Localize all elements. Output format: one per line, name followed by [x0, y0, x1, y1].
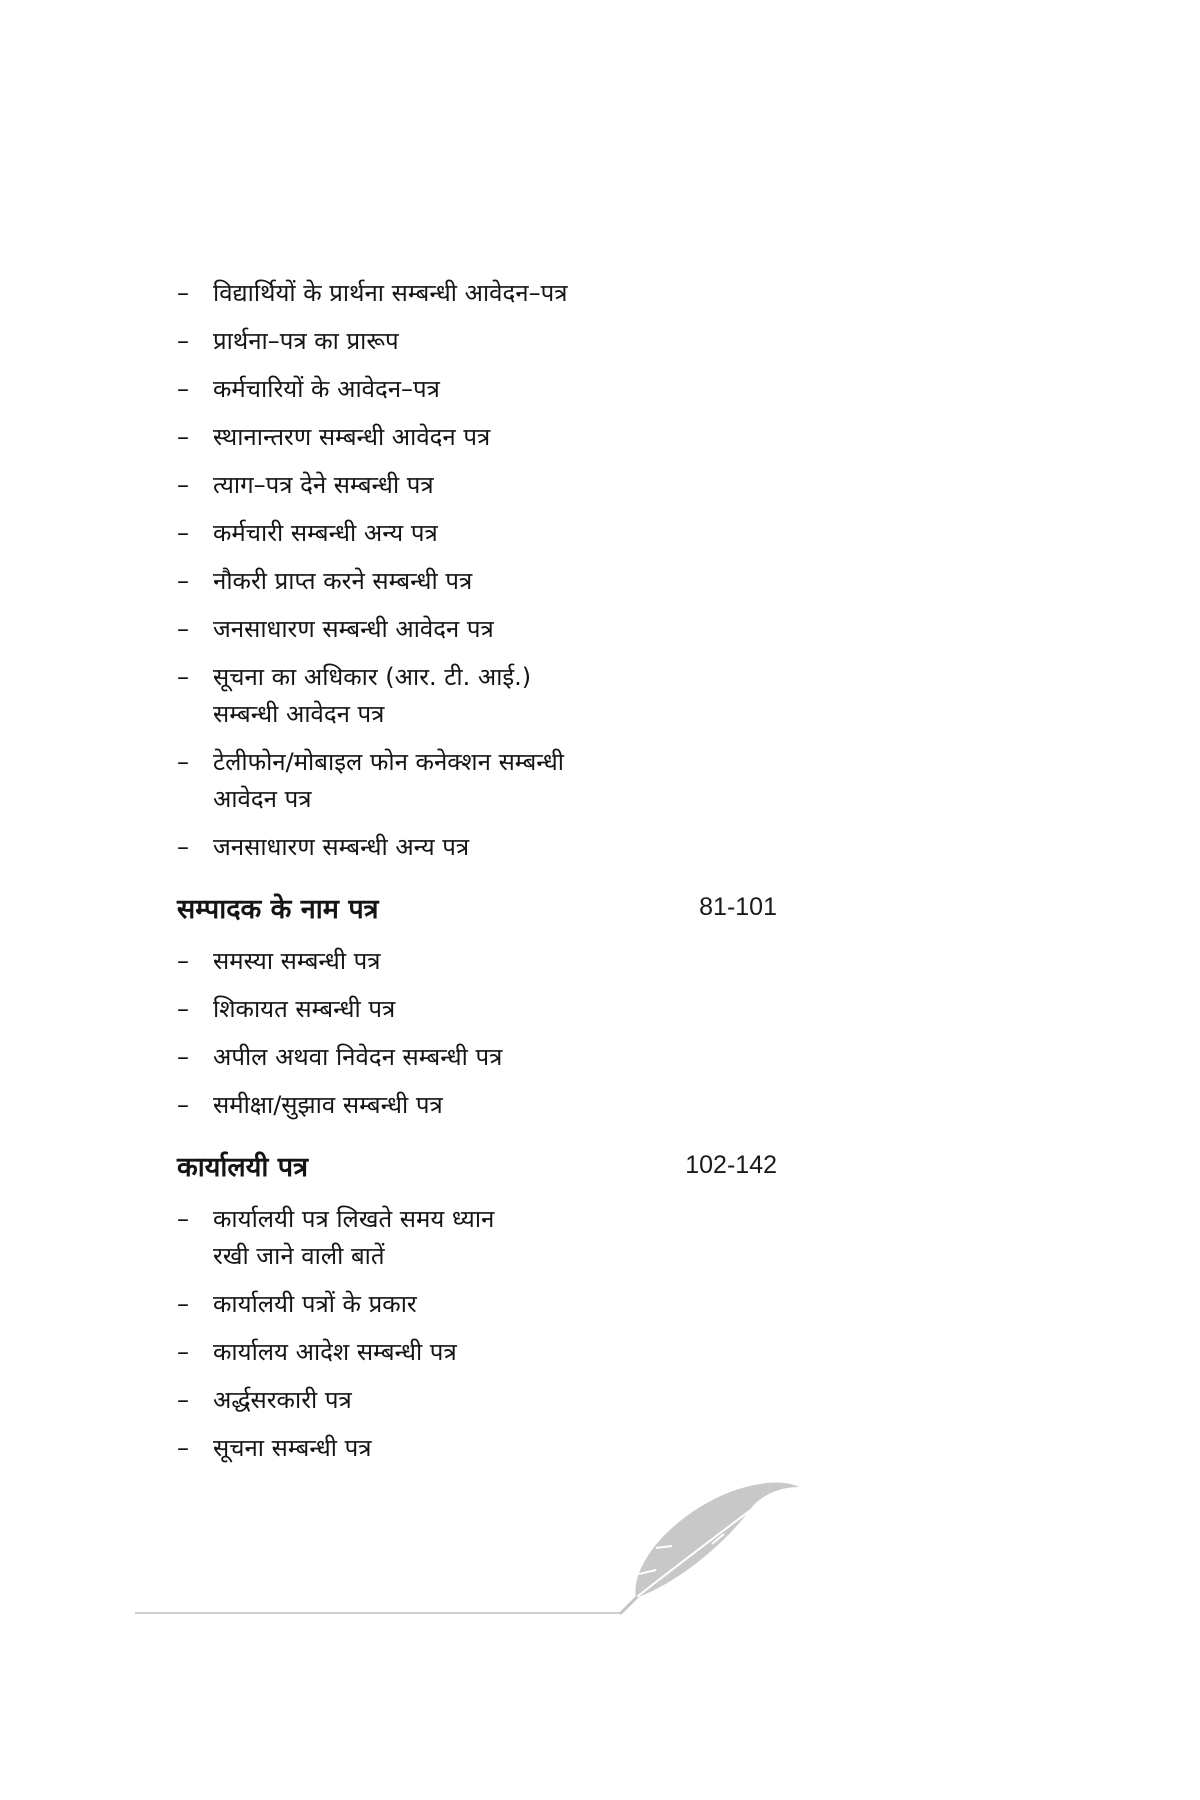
page-range: 81-101	[699, 892, 777, 921]
section-title: कार्यालयी पत्र	[177, 1151, 308, 1183]
toc-content	[177, 275, 777, 1478]
bullet-dash: –	[177, 1290, 189, 1318]
bullet-dash: –	[177, 1043, 189, 1071]
toc-item-text: विद्यार्थियों के प्रार्थना सम्बन्धी आवेदन–पत्र	[213, 279, 568, 307]
toc-item-text: नौकरी प्राप्त करने सम्बन्धी पत्र	[213, 567, 473, 595]
toc-item	[177, 1039, 777, 1076]
bullet-dash: –	[177, 833, 189, 861]
bullet-dash: –	[177, 1434, 189, 1462]
bullet-dash: –	[177, 471, 189, 499]
toc-item	[177, 1286, 777, 1323]
toc-item	[177, 659, 777, 733]
toc-item-text: कर्मचारी सम्बन्धी अन्य पत्र	[213, 519, 438, 547]
toc-item-text: अर्द्धसरकारी पत्र	[213, 1386, 352, 1414]
toc-item-text: कार्यालयी पत्र लिखते समय ध्यान	[213, 1205, 495, 1233]
page-range: 102-142	[685, 1150, 777, 1179]
bullet-dash: –	[177, 423, 189, 451]
toc-item	[177, 323, 777, 360]
toc-item-text: टेलीफोन/मोबाइल फोन कनेक्शन सम्बन्धी	[213, 748, 564, 776]
bullet-dash: –	[177, 1386, 189, 1414]
toc-item	[177, 275, 777, 312]
toc-item-text: शिकायत सम्बन्धी पत्र	[213, 995, 396, 1023]
toc-item-text-continued: रखी जाने वाली बातें	[213, 1242, 385, 1270]
toc-item-text: कार्यालयी पत्रों के प्रकार	[213, 1290, 417, 1318]
toc-section-editor-letters	[177, 887, 777, 1124]
toc-item-text: जनसाधारण सम्बन्धी अन्य पत्र	[213, 833, 470, 861]
toc-section-applications	[177, 275, 777, 866]
toc-item	[177, 744, 777, 818]
toc-item	[177, 943, 777, 980]
toc-item	[177, 419, 777, 456]
toc-item-text: अपील अथवा निवेदन सम्बन्धी पत्र	[213, 1043, 503, 1071]
toc-list	[177, 1201, 777, 1467]
bullet-dash: –	[177, 1091, 189, 1119]
toc-item	[177, 1334, 777, 1371]
bullet-dash: –	[177, 279, 189, 307]
bullet-dash: –	[177, 1205, 189, 1233]
toc-item-text: सूचना सम्बन्धी पत्र	[213, 1434, 372, 1462]
bullet-dash: –	[177, 748, 189, 776]
toc-item-text: कर्मचारियों के आवेदन–पत्र	[213, 375, 440, 403]
toc-item	[177, 371, 777, 408]
bullet-dash: –	[177, 519, 189, 547]
toc-item-text: जनसाधारण सम्बन्धी आवेदन पत्र	[213, 615, 494, 643]
toc-item	[177, 1087, 777, 1124]
toc-item-text: प्रार्थना–पत्र का प्रारूप	[213, 327, 399, 355]
toc-item	[177, 991, 777, 1028]
bullet-dash: –	[177, 995, 189, 1023]
toc-list	[177, 943, 777, 1124]
section-heading	[177, 887, 777, 927]
toc-item	[177, 1201, 777, 1275]
toc-item	[177, 563, 777, 600]
section-title: सम्पादक के नाम पत्र	[177, 893, 379, 925]
toc-section-official-letters	[177, 1145, 777, 1467]
toc-item-text: समीक्षा/सुझाव सम्बन्धी पत्र	[213, 1091, 443, 1119]
footer-rule	[135, 1612, 622, 1614]
toc-item-text-continued: आवेदन पत्र	[213, 785, 312, 813]
toc-item-text: त्याग–पत्र देने सम्बन्धी पत्र	[213, 471, 434, 499]
toc-item	[177, 1430, 777, 1467]
bullet-dash: –	[177, 567, 189, 595]
toc-list	[177, 275, 777, 866]
bullet-dash: –	[177, 615, 189, 643]
toc-item-text: कार्यालय आदेश सम्बन्धी पत्र	[213, 1338, 457, 1366]
toc-item	[177, 611, 777, 648]
toc-item	[177, 515, 777, 552]
toc-item-text: समस्या सम्बन्धी पत्र	[213, 947, 381, 975]
toc-item-text: सूचना का अधिकार (आर. टी. आई.)	[213, 663, 532, 691]
toc-item	[177, 829, 777, 866]
bullet-dash: –	[177, 947, 189, 975]
toc-item	[177, 467, 777, 504]
bullet-dash: –	[177, 327, 189, 355]
section-heading	[177, 1145, 777, 1185]
toc-item	[177, 1382, 777, 1419]
bullet-dash: –	[177, 1338, 189, 1366]
toc-item-text: स्थानान्तरण सम्बन्धी आवेदन पत्र	[213, 423, 491, 451]
bullet-dash: –	[177, 663, 189, 691]
quill-icon	[612, 1470, 802, 1616]
toc-item-text-continued: सम्बन्धी आवेदन पत्र	[213, 700, 385, 728]
bullet-dash: –	[177, 375, 189, 403]
